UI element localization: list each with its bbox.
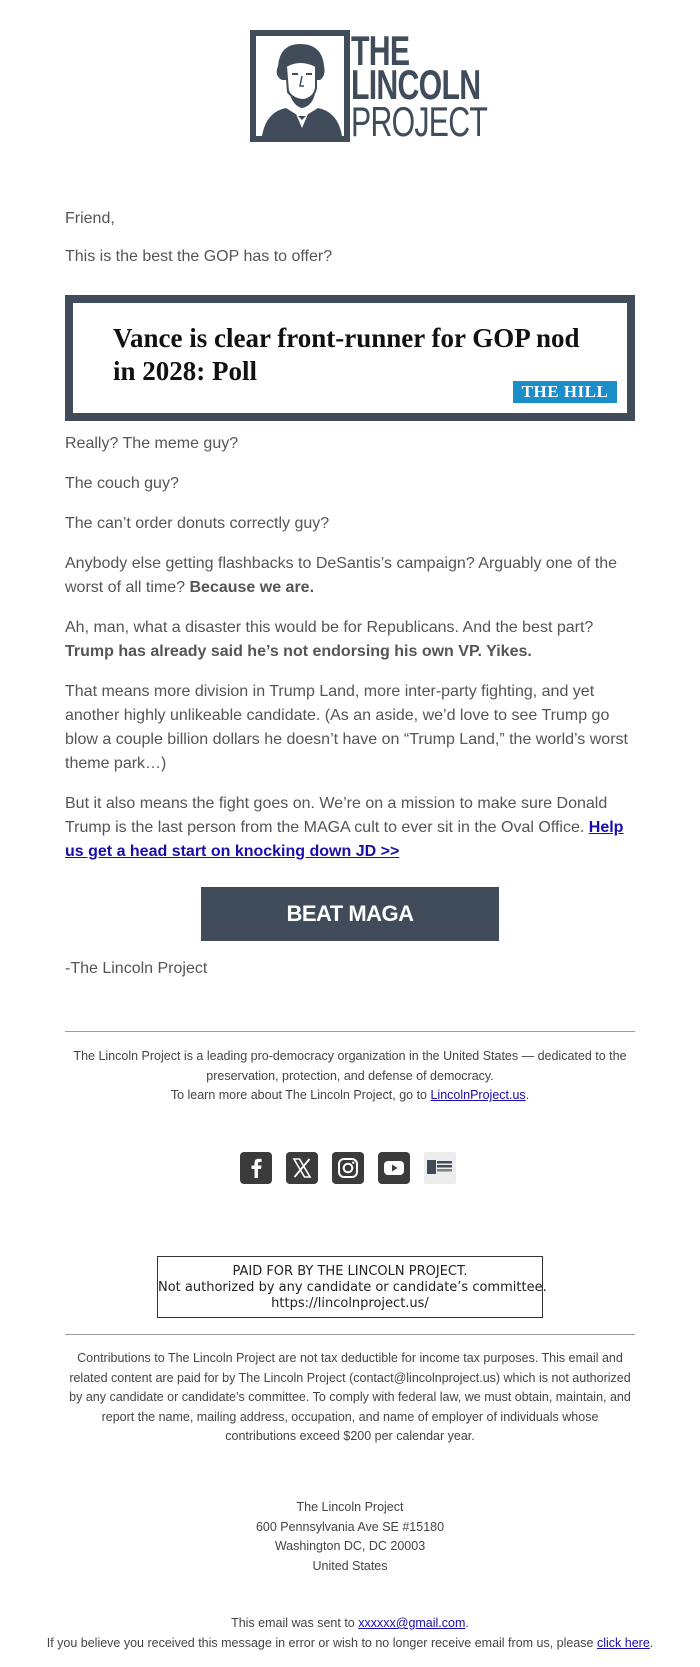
paragraph-5-bold: Trump has already said he’s not endorsing his own VP. Yikes. bbox=[65, 643, 532, 660]
paragraph-1: Really? The meme guy? bbox=[65, 435, 239, 452]
intro-text: This is the best the GOP has to offer? bbox=[65, 248, 333, 265]
paragraph-7 bbox=[65, 792, 635, 864]
signoff: -The Lincoln Project bbox=[65, 960, 208, 977]
headline-image[interactable] bbox=[65, 295, 635, 421]
lincoln-project-logo[interactable] bbox=[250, 27, 488, 145]
sent-to-prefix: This email was sent to bbox=[231, 1616, 355, 1630]
about-text bbox=[65, 1047, 635, 1106]
facebook-icon[interactable] bbox=[240, 1152, 272, 1184]
beat-maga-button[interactable]: BEAT MAGA bbox=[201, 887, 499, 941]
greeting: Friend, bbox=[65, 210, 115, 227]
paragraph-4 bbox=[65, 552, 635, 600]
paragraph-6: That means more division in Trump Land, more inter-party fighting, and yet another highly unlikeable candidate. (As an aside, we’d love to see Trump go blow a couple billion dollars he doesn’t have on “Trump Land,” the world’s worst theme park…) bbox=[65, 683, 628, 772]
address-street: 600 Pennsylvania Ave SE #15180 bbox=[255, 1519, 445, 1534]
about-line-2-suffix: . bbox=[525, 1088, 530, 1102]
unsubscribe-line bbox=[0, 1634, 700, 1654]
x-icon[interactable] bbox=[286, 1152, 318, 1184]
donate-link[interactable]: Help us get a head start on knocking down JD >> bbox=[65, 819, 624, 860]
address-country: United States bbox=[312, 1558, 388, 1573]
address-city: Washington DC, DC 20003 bbox=[274, 1539, 426, 1553]
divider bbox=[65, 1334, 635, 1335]
lincoln-project-logo-icon[interactable] bbox=[424, 1152, 456, 1184]
paragraph-5-text: Ah, man, what a disaster this would be for Republicans. And the best part? bbox=[65, 619, 594, 636]
paid-for-line-2: Not authorized by any candidate or candidate’s committee. bbox=[158, 1280, 547, 1295]
headline-text: Vance is clear front-runner for GOP nod in 2028: Poll bbox=[113, 323, 580, 386]
lincoln-portrait-icon bbox=[250, 30, 350, 142]
sent-to-suffix: . bbox=[465, 1616, 469, 1630]
about-line-1: The Lincoln Project is a leading pro-democracy organization in the United States — dedicated to the preservation, protection, and defense of democracy. bbox=[73, 1049, 627, 1083]
mailing-address bbox=[65, 1498, 635, 1576]
paid-for-line-3: https://lincolnproject.us/ bbox=[271, 1296, 429, 1311]
unsubscribe-prefix: If you believe you received this message in error or wish to no longer receive email from us, please bbox=[46, 1635, 594, 1650]
paragraph-4-bold: Because we are. bbox=[189, 579, 315, 596]
paragraph-2: The couch guy? bbox=[65, 475, 179, 492]
paragraph-5 bbox=[65, 616, 635, 664]
unsubscribe-link[interactable]: click here bbox=[597, 1635, 650, 1650]
address-name: The Lincoln Project bbox=[296, 1500, 404, 1514]
about-line-2-prefix: To learn more about The Lincoln Project, go to bbox=[170, 1088, 427, 1102]
logo-word-the: THE bbox=[351, 27, 410, 74]
paid-for-line-1: PAID FOR BY THE LINCOLN PROJECT. bbox=[232, 1264, 468, 1279]
paragraph-4-text: Anybody else getting flashbacks to DeSantis’s campaign? Arguably one of the worst of all time? bbox=[65, 555, 618, 596]
footer bbox=[0, 1614, 700, 1653]
lincoln-project-site-link[interactable]: LincolnProject.us bbox=[430, 1088, 526, 1102]
youtube-icon[interactable] bbox=[378, 1152, 410, 1184]
sent-to-line bbox=[0, 1614, 700, 1634]
the-hill-logo: THE HILL bbox=[513, 381, 617, 403]
recipient-email-link[interactable]: xxxxxx@gmail.com bbox=[358, 1616, 466, 1630]
contribution-disclaimer: Contributions to The Lincoln Project are not tax deductible for income tax purposes. This email and related content are paid for by The Lincoln Project (contact@lincolnproject.us) which is not authorized by any candidate or candidate’s committee. To comply with federal law, we must obtain, maintain, and report the name, mailing address, occupation, and name of employer of individuals whose contributions exceed $200 per calendar year. bbox=[69, 1351, 631, 1443]
unsubscribe-suffix: . bbox=[649, 1635, 654, 1650]
logo-word-lincoln: LINCOLN bbox=[351, 61, 481, 108]
instagram-icon[interactable] bbox=[332, 1152, 364, 1184]
divider bbox=[65, 1031, 635, 1032]
paid-for-disclaimer-box bbox=[157, 1256, 547, 1318]
paragraph-7-text: But it also means the fight goes on. We’re on a mission to make sure Donald Trump is the last person from the MAGA cult to ever sit in the Oval Office. bbox=[65, 795, 608, 836]
logo-word-project: PROJECT bbox=[351, 98, 488, 145]
paragraph-3: The can’t order donuts correctly guy? bbox=[65, 515, 330, 532]
